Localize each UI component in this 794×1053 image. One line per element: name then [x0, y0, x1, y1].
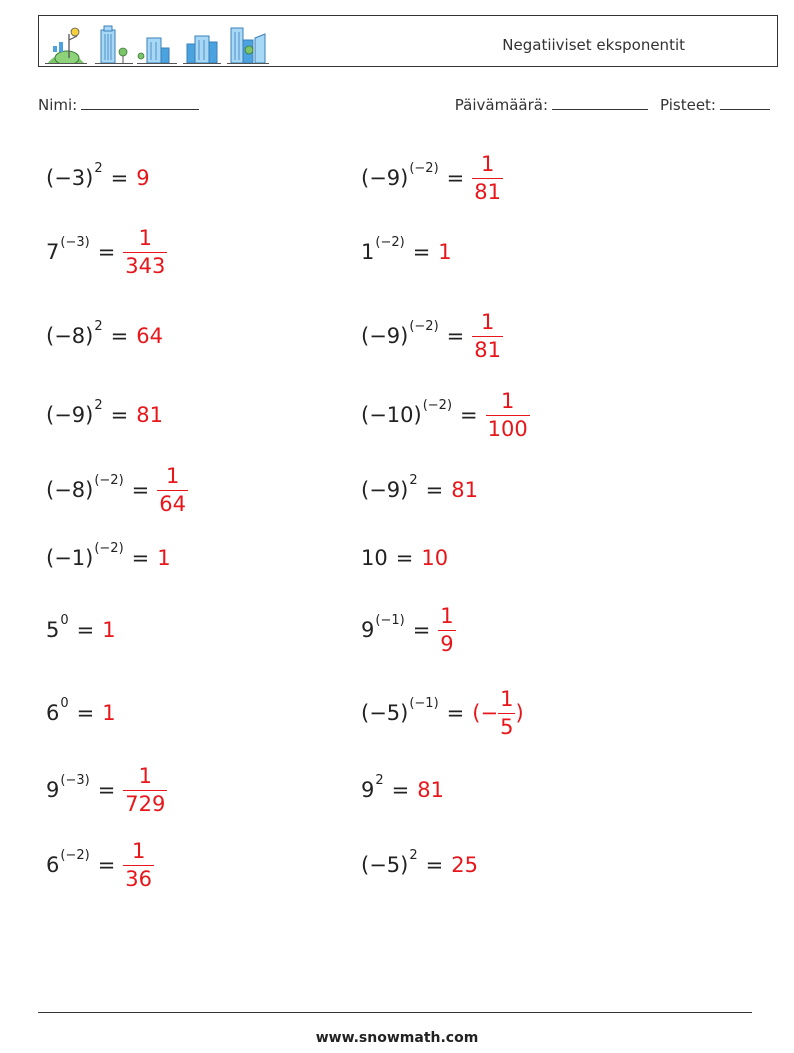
problem-base: 6 [46, 701, 60, 725]
problem-item [361, 683, 524, 743]
problem-base: 1 [361, 240, 375, 264]
problem-exponent: (−2) [94, 540, 124, 556]
problem-exponent: (−3) [60, 234, 90, 250]
fraction-denominator: 81 [474, 337, 501, 362]
score-blank[interactable] [720, 95, 770, 110]
equals-sign: = [97, 240, 116, 264]
problem-base: 9 [361, 778, 375, 802]
fraction-denominator: 64 [159, 491, 186, 516]
date-label: Päivämäärä: [454, 96, 549, 114]
equals-sign: = [446, 166, 465, 190]
answer-fraction [123, 763, 167, 816]
footer-url: www.snowmath.com [315, 1030, 479, 1046]
answer-fraction [438, 603, 455, 656]
answer-fraction [472, 309, 503, 362]
worksheet-title: Negatiiviset eksponentit [502, 36, 685, 54]
problem-answer [472, 309, 503, 362]
problem-answer: 81 [417, 778, 444, 802]
problem-base: (−8) [46, 478, 94, 502]
problem-item [46, 835, 154, 895]
equals-sign: = [412, 618, 431, 642]
fraction-denominator: 9 [440, 631, 454, 656]
fraction-denominator: 729 [125, 791, 166, 816]
problem-base: (−9) [361, 324, 409, 348]
problem-exponent: (−2) [94, 472, 124, 488]
problem-base: (−5) [361, 853, 409, 877]
problem-base: (−9) [361, 166, 409, 190]
problem-exponent: (−1) [375, 612, 405, 628]
problem-base: 10 [361, 546, 388, 570]
problem-base: 6 [46, 853, 60, 877]
problem-answer: 9 [136, 166, 150, 190]
equals-sign: = [391, 778, 410, 802]
fraction-numerator: 1 [480, 151, 495, 176]
fraction-denominator: 36 [125, 866, 153, 891]
answer-fraction [157, 463, 188, 516]
problem-answer: 10 [421, 546, 449, 570]
name-blank[interactable] [81, 95, 199, 110]
problem-item [361, 835, 478, 895]
problem-exponent: (−2) [60, 847, 90, 863]
city-logo-icon [45, 22, 270, 64]
equals-sign: = [131, 478, 150, 502]
problem-base: (−5) [361, 701, 409, 725]
problem-exponent: (−2) [375, 234, 405, 250]
problem-answer: 81 [136, 403, 163, 427]
problem-item [361, 306, 503, 366]
equals-sign: = [395, 546, 414, 570]
name-field [38, 95, 199, 114]
equals-sign: = [110, 403, 129, 427]
problem-base: 9 [361, 618, 375, 642]
problem-exponent: 2 [375, 772, 384, 788]
problem-base: (−9) [46, 403, 94, 427]
answer-fraction [123, 838, 154, 891]
problem-item [46, 306, 163, 366]
answer-close-paren: ) [515, 701, 524, 725]
answer-fraction [486, 388, 530, 441]
problem-item [361, 460, 478, 520]
problem-item [46, 385, 163, 445]
problem-answer: 81 [451, 478, 478, 502]
problem-item [361, 148, 503, 208]
equals-sign: = [460, 403, 478, 427]
answer-fraction [498, 686, 515, 739]
problem-exponent: 2 [94, 160, 103, 176]
problem-exponent: 0 [60, 695, 69, 711]
problem-answer: 64 [136, 324, 163, 348]
problem-item [46, 460, 188, 520]
equals-sign: = [446, 701, 465, 725]
fraction-numerator: 1 [480, 309, 495, 334]
fraction-numerator: 1 [131, 838, 146, 863]
answer-open-paren: (− [472, 701, 499, 725]
fraction-numerator: 1 [500, 388, 515, 413]
equals-sign: = [425, 853, 444, 877]
equals-sign: = [110, 324, 129, 348]
answer-fraction [123, 225, 167, 278]
problem-base: 7 [46, 240, 60, 264]
problem-exponent: (−2) [409, 318, 439, 334]
problem-item [361, 528, 448, 588]
problem-exponent: 0 [60, 612, 69, 628]
problem-answer [472, 151, 503, 204]
problem-exponent: (−3) [60, 772, 90, 788]
equals-sign: = [97, 853, 116, 877]
problem-answer: 1 [438, 240, 452, 264]
problem-answer [123, 763, 167, 816]
fraction-numerator: 1 [500, 686, 514, 711]
score-label: Pisteet: [660, 96, 716, 114]
problem-answer [123, 225, 167, 278]
problem-exponent: (−2) [422, 397, 453, 413]
problem-exponent: 2 [409, 472, 418, 488]
date-score-fields [455, 95, 770, 114]
problem-item [361, 222, 452, 282]
fraction-numerator: 1 [165, 463, 180, 488]
problem-answer [438, 603, 455, 656]
equals-sign: = [97, 778, 116, 802]
equals-sign: = [110, 166, 129, 190]
fraction-denominator: 343 [125, 253, 166, 278]
problem-exponent: (−2) [409, 160, 439, 176]
equals-sign: = [76, 618, 95, 642]
date-blank[interactable] [552, 95, 648, 110]
answer-fraction [472, 151, 503, 204]
fraction-denominator: 81 [474, 179, 501, 204]
problem-base: (−10) [361, 403, 422, 427]
problem-item [46, 683, 116, 743]
equals-sign: = [446, 324, 465, 348]
equals-sign: = [76, 701, 95, 725]
fraction-numerator: 1 [138, 763, 153, 788]
fraction-numerator: 1 [138, 225, 153, 250]
problem-item [46, 528, 171, 588]
problem-answer [157, 463, 188, 516]
problem-exponent: (−1) [409, 695, 439, 711]
problem-base: (−9) [361, 478, 409, 502]
problem-item [46, 222, 167, 282]
problem-answer [123, 838, 154, 891]
problem-answer [472, 686, 524, 739]
equals-sign: = [425, 478, 444, 502]
footer-divider [38, 1012, 752, 1013]
problem-exponent: 2 [409, 847, 418, 863]
problem-item [46, 148, 150, 208]
problem-answer: 1 [102, 618, 116, 642]
equals-sign: = [412, 240, 431, 264]
problem-base: 5 [46, 618, 60, 642]
problem-exponent: 2 [94, 397, 103, 413]
problem-exponent: 2 [94, 318, 103, 334]
problem-item [361, 760, 444, 820]
equals-sign: = [131, 546, 150, 570]
fraction-numerator: 1 [440, 603, 454, 628]
fraction-denominator: 100 [487, 416, 528, 441]
problem-answer: 1 [102, 701, 116, 725]
problem-base: (−3) [46, 166, 94, 190]
header-box [38, 15, 778, 67]
problem-base: 9 [46, 778, 60, 802]
problem-answer: 1 [157, 546, 171, 570]
problem-answer [486, 388, 530, 441]
problem-item [46, 600, 116, 660]
problem-base: (−1) [46, 546, 94, 570]
problem-item [361, 385, 530, 445]
problem-item [361, 600, 456, 660]
fraction-denominator: 5 [500, 714, 514, 739]
problem-base: (−8) [46, 324, 94, 348]
name-label: Nimi: [38, 96, 78, 114]
problem-item [46, 760, 167, 820]
problem-answer: 25 [451, 853, 478, 877]
